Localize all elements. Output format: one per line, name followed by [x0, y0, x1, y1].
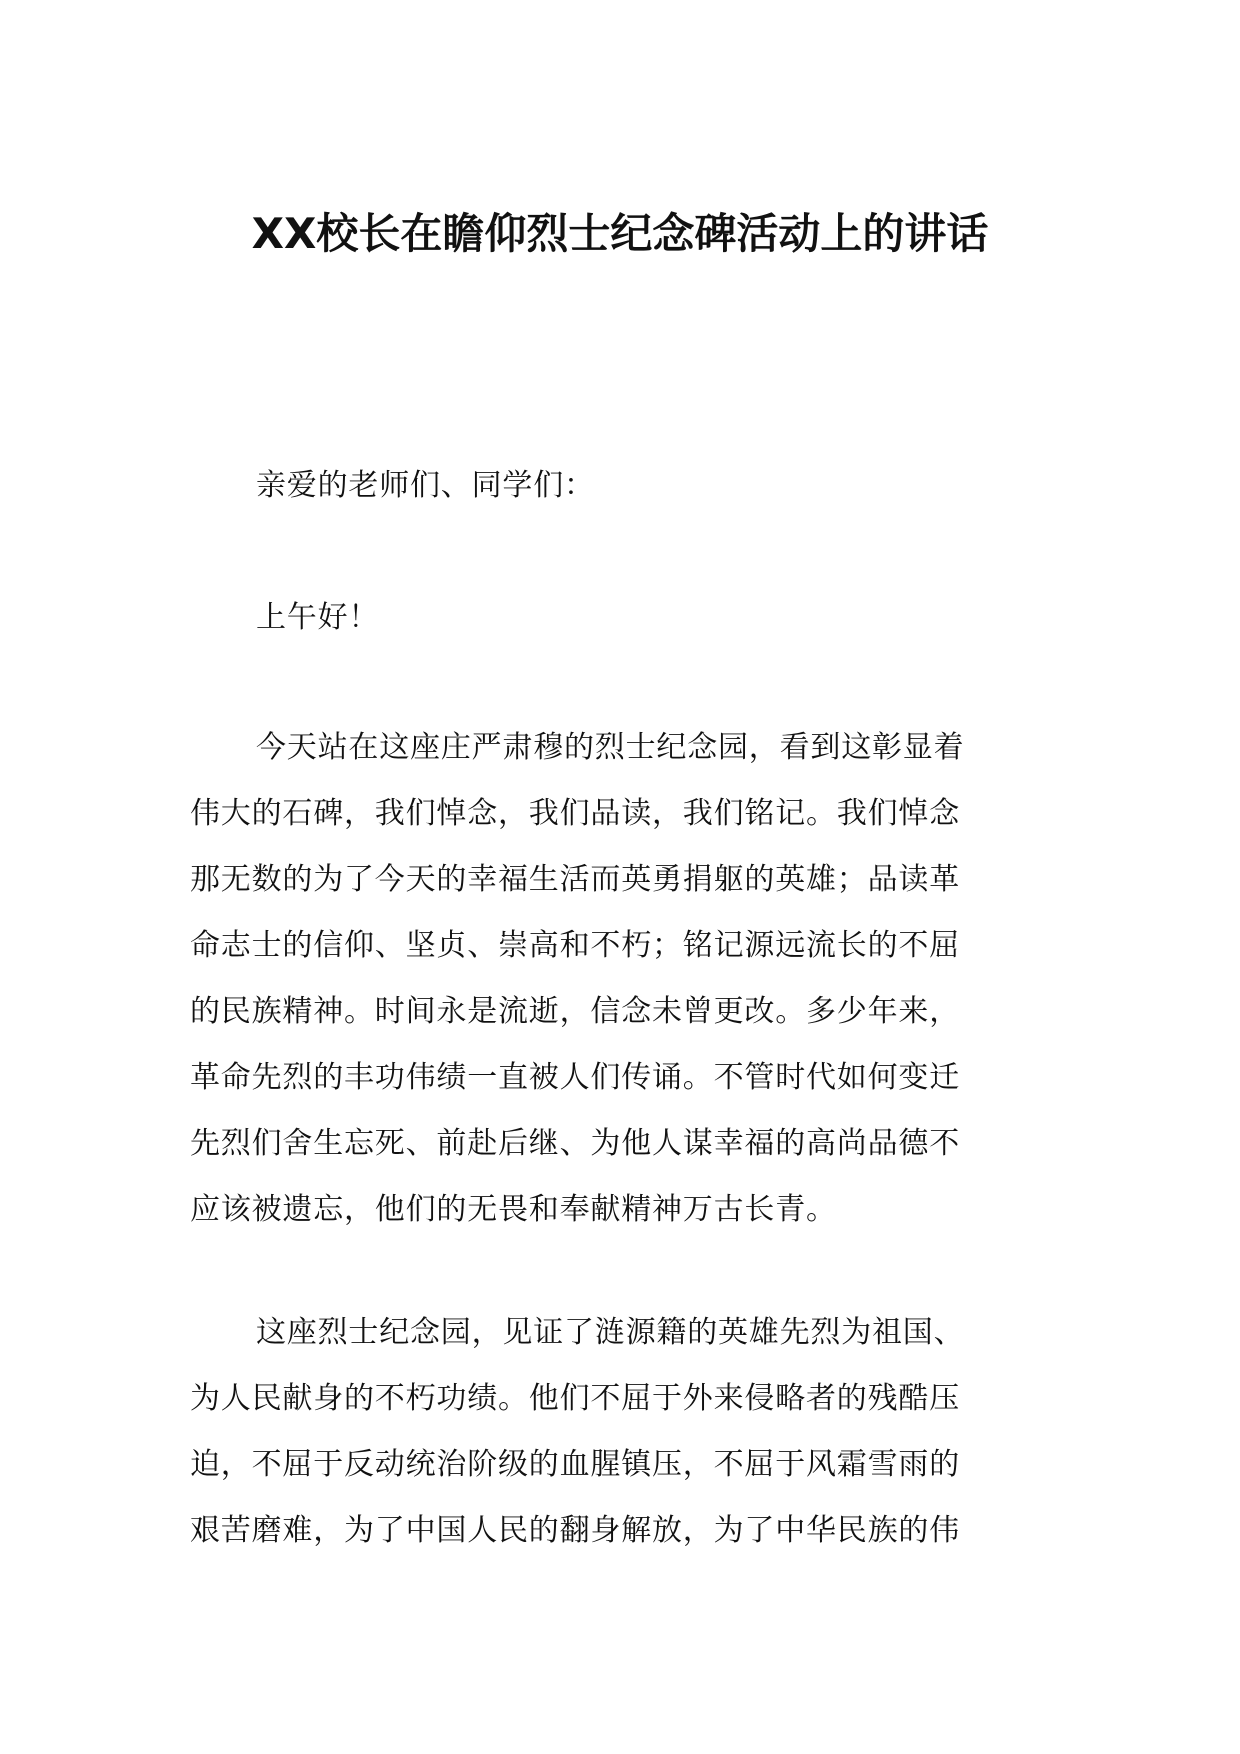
- paragraph-line: 先烈们舍生忘死、前赴后继、为他人谋幸福的高尚品德不: [190, 1126, 960, 1161]
- hello-line: 上午好！: [256, 600, 380, 635]
- paragraph-line: 为人民献身的不朽功绩。他们不屈于外来侵略者的残酷压: [190, 1381, 960, 1416]
- greeting-paragraph: [190, 453, 1052, 519]
- paragraph-line: 今天站在这座庄严肃穆的烈士纪念园，看到这彰显着: [256, 730, 965, 765]
- paragraph-2: [190, 1300, 1052, 1564]
- paragraph-line: 伟大的石碑，我们悼念，我们品读，我们铭记。我们悼念: [190, 796, 960, 831]
- document-title: XX校长在瞻仰烈士纪念碑活动上的讲话: [251, 209, 989, 258]
- paragraph-line: 应该被遗忘，他们的无畏和奉献精神万古长青。: [190, 1192, 837, 1227]
- paragraph-line: 这座烈士纪念园，见证了涟源籍的英雄先烈为祖国、: [256, 1315, 965, 1350]
- paragraph-line: 革命先烈的丰功伟绩一直被人们传诵。不管时代如何变迁: [190, 1060, 960, 1095]
- hello-paragraph: [190, 585, 1052, 651]
- paragraph-line: 那无数的为了今天的幸福生活而英勇捐躯的英雄；品读革: [190, 862, 960, 897]
- paragraph-1: [190, 715, 1052, 1243]
- paragraph-line: 命志士的信仰、坚贞、崇高和不朽；铭记源远流长的不屈: [190, 928, 960, 963]
- paragraph-line: 迫，不屈于反动统治阶级的血腥镇压，不屈于风霜雪雨的: [190, 1447, 960, 1482]
- greeting-line: 亲爱的老师们、同学们：: [256, 468, 595, 503]
- paragraph-line: 的民族精神。时间永是流逝，信念未曾更改。多少年来，: [190, 994, 960, 1029]
- paragraph-line: 艰苦磨难，为了中国人民的翻身解放，为了中华民族的伟: [190, 1513, 960, 1548]
